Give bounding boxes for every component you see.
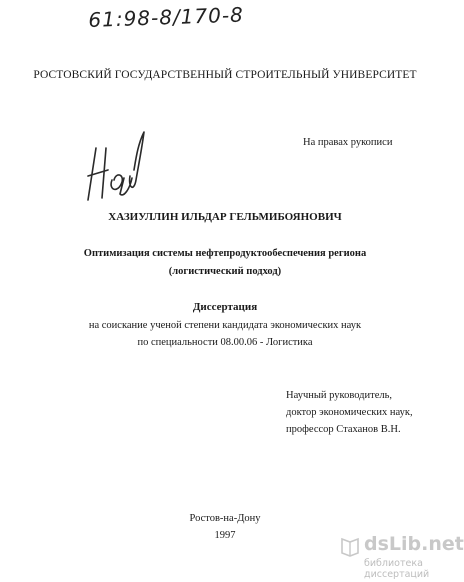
supervisor-line-1: Научный руководитель, xyxy=(286,390,393,401)
degree-line-2: по специальности 08.00.06 - Логистика xyxy=(137,337,313,348)
rights-note: На правах рукописи xyxy=(303,137,393,148)
supervisor-line-2: доктор экономических наук, xyxy=(286,407,413,418)
author-name: ХАЗИУЛЛИН ИЛЬДАР ГЕЛЬМИБОЯНОВИЧ xyxy=(108,211,342,223)
thesis-title: Оптимизация системы нефтепродуктообеспечения региона xyxy=(83,248,367,259)
watermark-title: dsLib.net xyxy=(364,533,464,555)
university-name: РОСТОВСКИЙ ГОСУДАРСТВЕННЫЙ СТРОИТЕЛЬНЫЙ УНИВЕРСИТЕТ xyxy=(33,69,417,81)
archive-number: 61:98-8/170-8 xyxy=(88,2,245,32)
watermark xyxy=(340,533,464,580)
city: Ростов-на-Дону xyxy=(189,513,261,524)
work-type: Диссертация xyxy=(192,301,258,313)
degree-line-1: на соискание ученой степени кандидата экономических наук xyxy=(88,320,362,331)
book-logo-icon xyxy=(340,535,360,557)
year: 1997 xyxy=(214,530,236,541)
watermark-subtitle: библиотека диссертаций xyxy=(364,558,430,580)
supervisor-line-3: профессор Стаханов В.Н. xyxy=(286,424,401,435)
handwritten-signature xyxy=(78,118,148,208)
thesis-subtitle: (логистический подход) xyxy=(168,266,282,277)
